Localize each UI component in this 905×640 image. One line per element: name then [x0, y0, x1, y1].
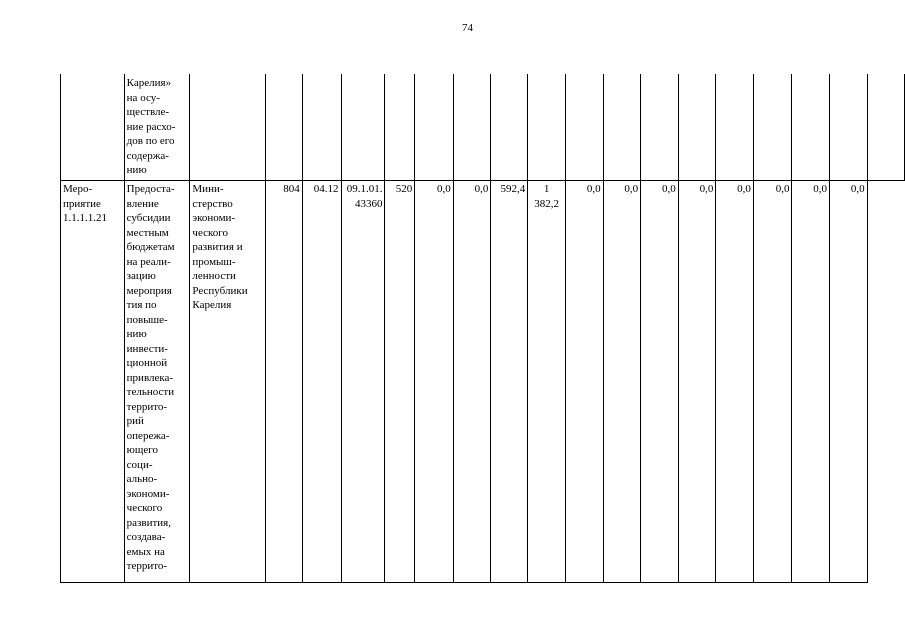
value-cell: [641, 74, 679, 181]
cell-line: 43360: [354, 197, 383, 210]
cell-line: промыш-: [192, 255, 236, 268]
cell-line: тия по: [126, 299, 157, 311]
cell-line: зацию: [126, 270, 156, 282]
value-cell: [453, 181, 491, 583]
value-cell: [415, 181, 454, 583]
value-cell: [491, 181, 528, 583]
cell-line: ционной: [126, 357, 168, 369]
cell-line: мероприя: [126, 284, 172, 297]
value-cell: [566, 181, 604, 583]
value-cell: [867, 74, 904, 181]
cell-line: бюджетам: [126, 241, 175, 253]
cell-line: Меро-: [63, 183, 93, 195]
value-cell: [678, 74, 716, 181]
cell-line: на реали-: [126, 255, 171, 268]
cell-line: 0,0: [586, 183, 601, 195]
responsible-cell: [190, 181, 266, 583]
cell-line: создава-: [126, 531, 166, 543]
cell-line: инвести-: [126, 342, 168, 355]
cell-line: ально-: [126, 473, 158, 485]
value-cell: [678, 181, 716, 583]
cell-line: соци-: [126, 458, 153, 471]
page-number: 74: [462, 22, 473, 34]
cell-line: на осу-: [126, 91, 160, 104]
event-row: [61, 181, 905, 583]
cell-line: экономи-: [192, 212, 236, 224]
cell-line: 0,0: [624, 183, 639, 195]
value-cell: [830, 74, 868, 181]
cell-line: повыше-: [126, 313, 168, 326]
cell-line: развития и: [192, 241, 243, 253]
rzpr-cell: [302, 74, 341, 181]
cell-line: развития,: [126, 516, 171, 529]
cell-line: 09.1.01.: [346, 183, 383, 195]
value-cell: [603, 74, 641, 181]
vr-cell: 520: [385, 181, 415, 583]
cell-line: ческого: [126, 502, 163, 514]
description-cell: [124, 181, 190, 583]
cell-line: 0,0: [813, 183, 828, 195]
value-cell: [753, 181, 792, 583]
cell-line: привлека-: [126, 371, 174, 384]
cell-line: 0,0: [662, 183, 676, 195]
cell-line: 0,0: [474, 183, 489, 195]
responsible-cell: [190, 74, 266, 181]
cell-line: вление: [126, 197, 159, 210]
cell-line: рий: [126, 415, 144, 427]
value-cell: [453, 74, 491, 181]
cell-line: Карелия»: [126, 77, 172, 89]
cell-line: содержа-: [126, 149, 169, 162]
cell-line: ющего: [126, 444, 158, 456]
continuation-row: [61, 74, 905, 181]
cell-line: нию: [126, 328, 147, 340]
value-cell: [528, 74, 566, 181]
budget-table: [60, 74, 905, 583]
value-cell: [603, 181, 641, 583]
status-cell: [61, 181, 125, 583]
value-cell: [415, 74, 454, 181]
grbs-cell: [266, 74, 303, 181]
cell-line: ние расхо-: [126, 120, 176, 133]
value-cell: [566, 74, 604, 181]
cell-line: террито-: [126, 560, 168, 572]
description-cell: [124, 74, 190, 181]
cell-line: ществле-: [126, 106, 170, 118]
cell-line: 0,0: [850, 183, 865, 195]
cell-line: стерство: [192, 197, 233, 210]
cell-line: 0,0: [699, 183, 714, 195]
cell-line: субсидии: [126, 212, 171, 224]
cell-line: опережа-: [126, 429, 170, 442]
cell-line: тельности: [126, 386, 175, 398]
cell-line: Карелия: [192, 299, 232, 311]
cell-line: 592,4: [500, 183, 526, 195]
cell-line: нию: [126, 164, 147, 176]
cell-line: емых на: [126, 545, 165, 558]
cell-line: Предоста-: [126, 183, 175, 195]
value-cell: [491, 74, 528, 181]
cell-line: ческого: [192, 226, 229, 239]
cell-line: 0,0: [437, 183, 451, 195]
grbs-cell: 804: [266, 181, 303, 583]
value-cell: [716, 181, 754, 583]
cell-line: ленности: [192, 270, 236, 282]
value-cell: [641, 181, 679, 583]
cell-line: местным: [126, 226, 169, 239]
cell-line: террито-: [126, 400, 168, 413]
status-cell: [61, 74, 125, 181]
cell-line: 382,2: [534, 197, 559, 210]
rzpr-cell: 04.12: [302, 181, 341, 583]
value-cell: [830, 181, 868, 583]
value-cell: [792, 181, 830, 583]
cell-line: приятие: [63, 197, 101, 210]
cell-line: 0,0: [775, 183, 790, 195]
value-cell: [716, 74, 754, 181]
csr-cell: [341, 181, 385, 583]
cell-line: экономи-: [126, 487, 170, 500]
cell-line: Мини-: [192, 183, 224, 195]
value-cell: [753, 74, 792, 181]
cell-line: 1.1.1.1.21: [63, 212, 107, 224]
value-cell: [792, 74, 830, 181]
cell-line: Республики: [192, 284, 248, 297]
vr-cell: [385, 74, 415, 181]
csr-cell: [341, 74, 385, 181]
value-cell: [528, 181, 566, 583]
cell-line: 1: [543, 183, 550, 195]
cell-line: дов по его: [126, 135, 175, 147]
cell-line: 0,0: [737, 183, 751, 195]
